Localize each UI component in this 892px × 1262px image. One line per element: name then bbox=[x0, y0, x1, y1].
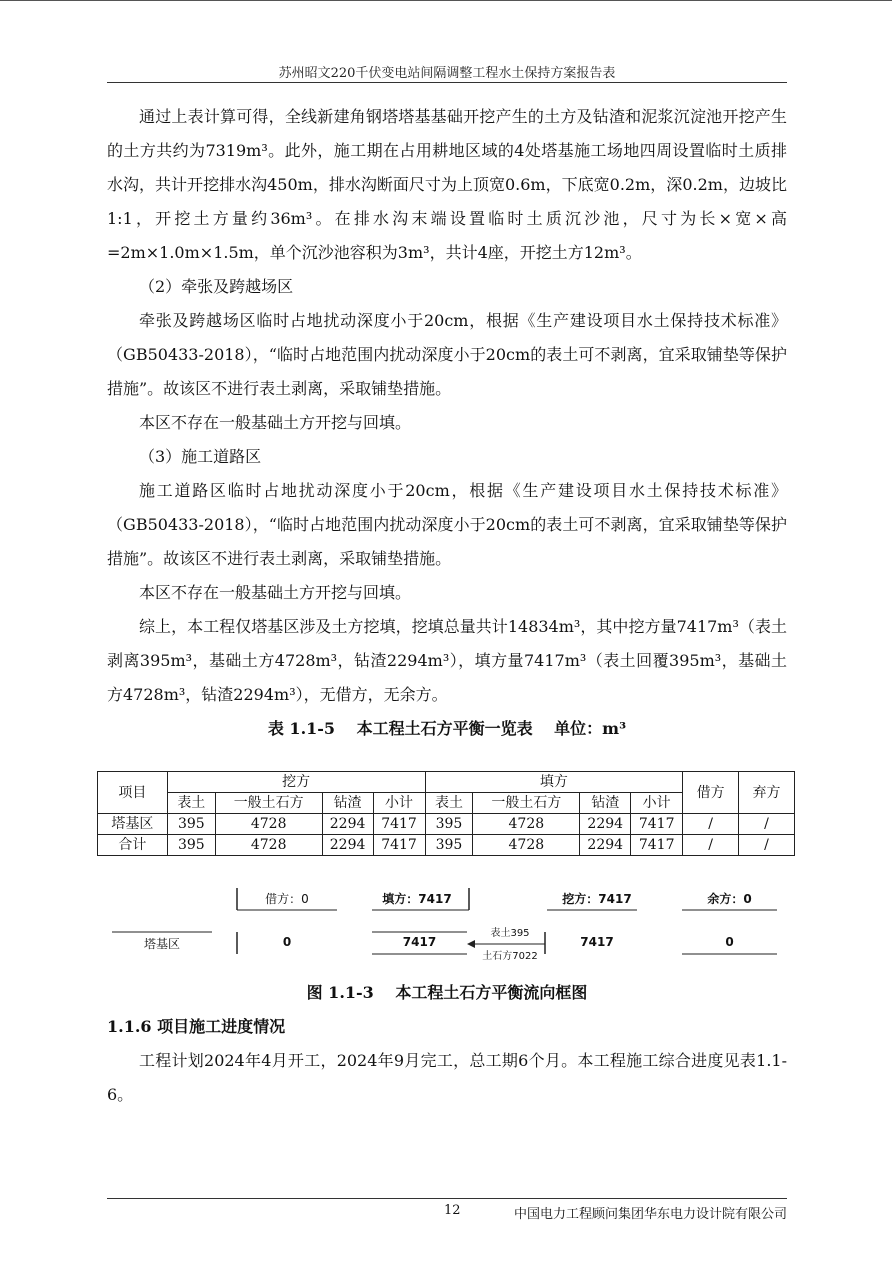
header-waste: 弃方 bbox=[739, 772, 795, 814]
table-cell: 塔基区 bbox=[98, 814, 168, 835]
table-cell: 395 bbox=[167, 835, 215, 856]
arrow-earth-label: 土石方7022 bbox=[482, 951, 538, 962]
cut-label: 挖方：7417 bbox=[562, 892, 632, 906]
table-cell: 395 bbox=[425, 814, 473, 835]
arrow-topsoil-label: 表土395 bbox=[490, 928, 530, 939]
subheader-cell: 钻渣 bbox=[322, 793, 373, 814]
table-cell: 395 bbox=[425, 835, 473, 856]
table-row bbox=[98, 814, 795, 835]
table-cell: 4728 bbox=[473, 835, 580, 856]
footer-rule bbox=[107, 1198, 787, 1199]
cut-value: 7417 bbox=[580, 935, 614, 949]
table-cell: 4728 bbox=[215, 835, 322, 856]
table-cell: / bbox=[683, 835, 739, 856]
paragraph-road-area: 施工道路区临时占地扰动深度小于20cm，根据《生产建设项目水土保持技术标准》（GB50433-2018），“临时占地范围内扰动深度小于20cm的表土可不剥离，宜采取铺垫等保护措施”。故该区不进行表土剥离，采取铺垫措施。 bbox=[107, 481, 787, 568]
subheader-cell: 一般土石方 bbox=[215, 793, 322, 814]
subheader-cell: 钻渣 bbox=[580, 793, 631, 814]
schedule-block bbox=[107, 1044, 787, 1112]
table-cell: 4728 bbox=[215, 814, 322, 835]
header-rule bbox=[107, 82, 787, 83]
fill-value: 7417 bbox=[402, 935, 437, 949]
borrow-value: 0 bbox=[282, 935, 292, 949]
earthwork-balance-table bbox=[97, 771, 795, 856]
table-cell: 2294 bbox=[322, 835, 373, 856]
table-cell: 7417 bbox=[631, 814, 683, 835]
subheader-cell: 表土 bbox=[167, 793, 215, 814]
table-cell: / bbox=[683, 814, 739, 835]
table-cell: / bbox=[739, 814, 795, 835]
subheader-cell: 表土 bbox=[425, 793, 473, 814]
table-cell: 2294 bbox=[580, 814, 631, 835]
paragraph-summary: 综上，本工程仅塔基区涉及土方挖填，挖填总量共计14834m³，其中挖方量7417m³（表土剥离395m³，基础土方4728m³，钻渣2294m³），填方量7417m³（表土回覆395m³，基础土方4728m³，钻渣2294m³），无借方，无余方。 bbox=[107, 617, 787, 704]
table-header-row bbox=[98, 772, 795, 793]
earthwork-flow-diagram bbox=[97, 880, 795, 970]
paragraph-schedule: 工程计划2024年4月开工，2024年9月完工，总工期6个月。本工程施工综合进度见表1.1-6。 bbox=[107, 1051, 787, 1104]
subheading-traction-area: （2）牵张及跨越场区 bbox=[139, 277, 294, 296]
header-fill: 填方 bbox=[425, 772, 683, 793]
table-cell: 2294 bbox=[322, 814, 373, 835]
table-cell: 合计 bbox=[98, 835, 168, 856]
footer-organization: 中国电力工程顾问集团华东电力设计院有限公司 bbox=[513, 1207, 787, 1222]
header-borrow: 借方 bbox=[683, 772, 739, 814]
borrow-label: 借方：0 bbox=[265, 892, 309, 906]
paragraph-traction-no-earthwork: 本区不存在一般基础土方开挖与回填。 bbox=[139, 413, 412, 432]
paragraph-earthwork-calc: 通过上表计算可得，全线新建角钢塔塔基基础开挖产生的土方及钻渣和泥浆沉淀池开挖产生的土方共约为7319m³。此外，施工期在占用耕地区域的4处塔基施工场地四周设置临时土质排水沟，共计开挖排水沟450m，排水沟断面尺寸为上顶宽0.6m，下底宽0.2m，深0.2m，边坡比1:1，开挖土方量约36m³。在排水沟末端设置临时土质沉沙池，尺寸为长×宽×高=2m×1.0m×1.5m，单个沉沙池容积为3m³，共计4座，开挖土方12m³。 bbox=[107, 107, 787, 262]
section-heading: 1.1.6 项目施工进度情况 bbox=[107, 1017, 286, 1036]
body-text bbox=[107, 100, 787, 746]
table-cell: 7417 bbox=[373, 835, 425, 856]
surplus-value: 0 bbox=[725, 935, 734, 949]
fill-label: 填方：7417 bbox=[382, 892, 452, 906]
paragraph-traction-area: 牵张及跨越场区临时占地扰动深度小于20cm，根据《生产建设项目水土保持技术标准》（GB50433-2018），“临时占地范围内扰动深度小于20cm的表土可不剥离，宜采取铺垫等保护措施”。故该区不进行表土剥离，采取铺垫措施。 bbox=[107, 311, 787, 398]
running-header: 苏州昭文220千伏变电站间隔调整工程水土保持方案报告表 bbox=[278, 66, 616, 81]
figure-caption: 图 1.1-3 本工程土石方平衡流向框图 bbox=[306, 983, 588, 1002]
subheader-cell: 小计 bbox=[373, 793, 425, 814]
page-number: 12 bbox=[444, 1203, 461, 1218]
figure-caption-block bbox=[107, 976, 787, 1010]
table-cell: 2294 bbox=[580, 835, 631, 856]
subheader-cell: 小计 bbox=[631, 793, 683, 814]
table-cell: 7417 bbox=[373, 814, 425, 835]
table-cell: / bbox=[739, 835, 795, 856]
subheading-road-area: （3）施工道路区 bbox=[139, 447, 262, 466]
surplus-label: 余方：0 bbox=[707, 892, 752, 906]
header-cut: 挖方 bbox=[167, 772, 425, 793]
page-top-border bbox=[0, 0, 892, 1]
table-cell: 7417 bbox=[631, 835, 683, 856]
table-caption: 表 1.1-5 本工程土石方平衡一览表 单位：m³ bbox=[267, 719, 627, 738]
table-cell: 4728 bbox=[473, 814, 580, 835]
region-label: 塔基区 bbox=[143, 937, 180, 951]
subheader-cell: 一般土石方 bbox=[473, 793, 580, 814]
header-item: 项目 bbox=[98, 772, 168, 814]
table-cell: 395 bbox=[167, 814, 215, 835]
paragraph-road-no-earthwork: 本区不存在一般基础土方开挖与回填。 bbox=[139, 583, 412, 602]
table-row bbox=[98, 835, 795, 856]
